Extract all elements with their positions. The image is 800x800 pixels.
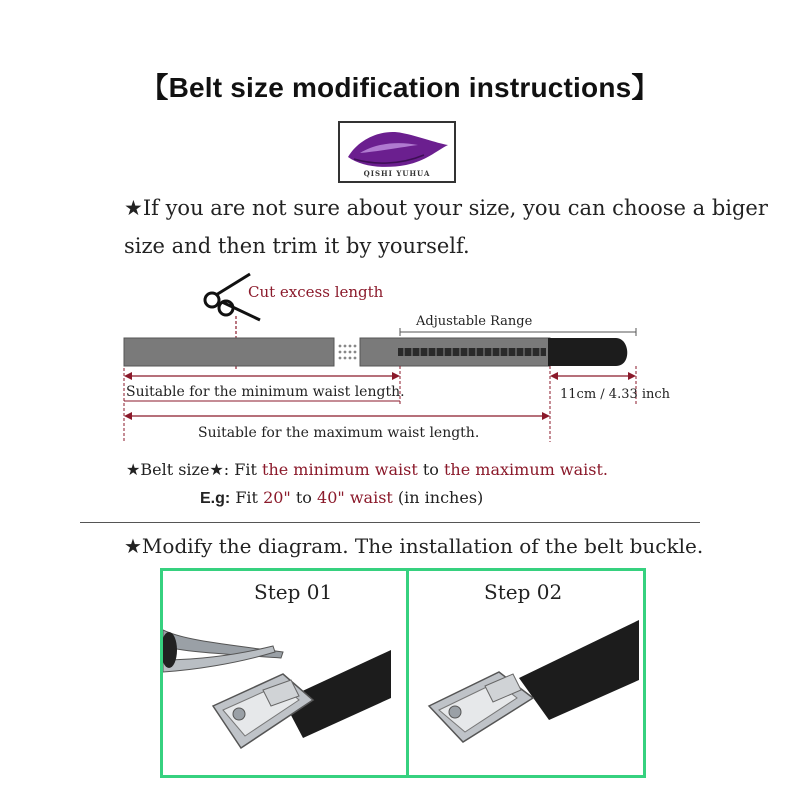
belt-size-line: [126, 460, 608, 479]
step-01-label: Step 01: [254, 580, 333, 604]
scissors-icon: [163, 630, 283, 672]
example-v2: 40" waist: [317, 488, 393, 507]
modify-instruction: ★Modify the diagram. The installation of the belt buckle.: [124, 534, 704, 558]
section-divider: [80, 522, 700, 523]
belt-size-min: the minimum waist: [262, 460, 418, 479]
cut-excess-label: Cut excess length: [248, 283, 384, 301]
step-02-illustration: [409, 610, 643, 775]
belt-size-fit: Fit: [234, 460, 257, 479]
example-prefix: E.g:: [200, 490, 231, 507]
belt-size-max: the maximum waist.: [444, 460, 608, 479]
note-line-1: ★If you are not sure about your size, you can choose a biger: [124, 196, 768, 220]
logo-text: QISHI YUHUA: [363, 169, 431, 178]
page-title: 【Belt size modification instructions】: [140, 72, 660, 103]
brand-logo: [338, 121, 456, 183]
example-line: [200, 488, 483, 508]
belt-size-to: to: [422, 460, 439, 479]
step-01-illustration: [163, 610, 406, 775]
tip-length-label: 11cm / 4.33 inch: [560, 387, 671, 402]
max-waist-label: Suitable for the maximum waist length.: [198, 425, 480, 441]
example-v1: 20": [263, 488, 291, 507]
note-line-2: size and then trim it by yourself.: [124, 234, 470, 258]
example-fit: Fit: [235, 488, 258, 507]
belt-size-prefix: ★Belt size★:: [126, 460, 230, 479]
example-unit: (in inches): [397, 488, 484, 507]
step-02-label: Step 02: [484, 580, 563, 604]
buckle-icon: [429, 672, 533, 742]
adjustable-range-label: Adjustable Range: [416, 314, 533, 329]
min-waist-label: Suitable for the minimum waist length.: [126, 384, 405, 400]
example-to: to: [295, 488, 312, 507]
